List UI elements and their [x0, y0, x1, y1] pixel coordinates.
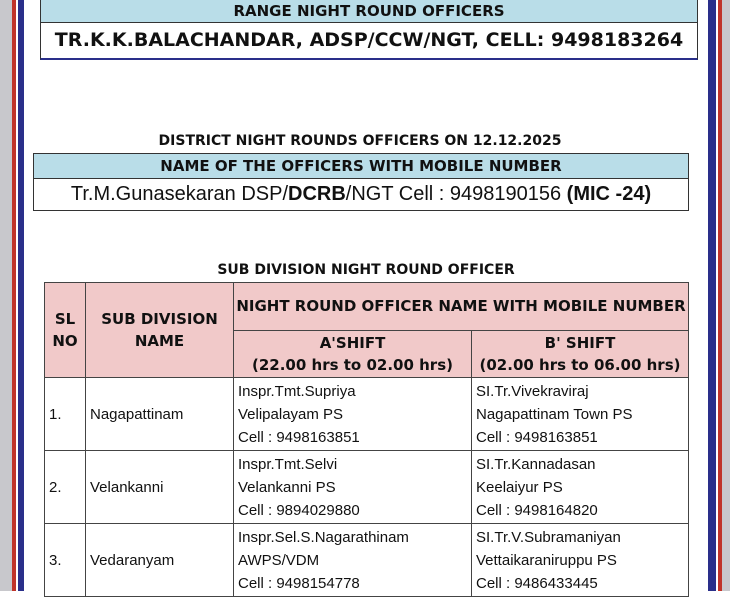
- district-title: DISTRICT NIGHT ROUNDS OFFICERS ON 12.12.2025: [158, 133, 562, 149]
- b-officer-cell: Cell : 9486433445: [476, 574, 598, 592]
- row-subdivision: Velankanni: [86, 451, 234, 524]
- row-subdivision: Nagapattinam: [86, 378, 234, 451]
- row-sl: 1.: [45, 378, 86, 451]
- a-officer-station: Velankanni PS: [238, 478, 336, 496]
- b-officer-name: SI.Tr.V.Subramaniyan: [476, 528, 621, 546]
- header-a-shift-time: (22.00 hrs to 02.00 hrs): [252, 355, 453, 374]
- row-sl: 3.: [45, 524, 86, 597]
- a-officer-cell: Cell : 9894029880: [238, 501, 360, 519]
- range-officer-box: [40, 0, 698, 60]
- a-officer-name: Inspr.Tmt.Supriya: [238, 382, 356, 400]
- district-officer-box: [33, 153, 689, 211]
- header-b-shift: [472, 330, 689, 378]
- row-a-shift-officer: [234, 378, 472, 451]
- district-officer-text: [34, 179, 688, 209]
- row-b-shift-officer: [472, 378, 689, 451]
- header-officer-group: NIGHT ROUND OFFICER NAME WITH MOBILE NUMBER: [234, 283, 689, 331]
- subdivision-table: [44, 282, 689, 597]
- a-officer-station: Velipalayam PS: [238, 405, 344, 423]
- table-row: [45, 378, 689, 451]
- district-officer-mic: (MIC -24): [566, 183, 652, 205]
- b-officer-name: SI.Tr.Kannadasan: [476, 455, 596, 473]
- row-a-shift-officer: [234, 524, 472, 597]
- row-subdivision: Vedaranyam: [86, 524, 234, 597]
- b-officer-station: Vettaikaraniruppu PS: [476, 551, 617, 569]
- row-a-shift-officer: [234, 451, 472, 524]
- a-officer-name: Inspr.Tmt.Selvi: [238, 455, 338, 473]
- district-heading: NAME OF THE OFFICERS WITH MOBILE NUMBER: [34, 154, 688, 179]
- a-officer-cell: Cell : 9498163851: [238, 428, 360, 446]
- b-officer-station: Keelaiyur PS: [476, 478, 563, 496]
- header-subdivision-name: SUB DIVISION NAME: [86, 283, 234, 378]
- table-row: [45, 524, 689, 597]
- header-a-shift-label: A'SHIFT: [319, 333, 386, 352]
- b-officer-cell: Cell : 9498164820: [476, 501, 598, 519]
- b-officer-name: SI.Tr.Vivekraviraj: [476, 382, 589, 400]
- district-officer-cell: /NGT Cell : 9498190156: [345, 183, 567, 205]
- header-b-shift-label: B' SHIFT: [544, 333, 616, 352]
- district-officer-name: Tr.M.Gunasekaran DSP/: [70, 183, 288, 205]
- subdivision-title: SUB DIVISION NIGHT ROUND OFFICER: [217, 262, 515, 278]
- district-officer-unit: DCRB: [288, 183, 346, 205]
- b-officer-station: Nagapattinam Town PS: [476, 405, 633, 423]
- b-officer-cell: Cell : 9498163851: [476, 428, 598, 446]
- page-border-left: [0, 0, 24, 591]
- table-row: [45, 451, 689, 524]
- range-officer-text: TR.K.K.BALACHANDAR, ADSP/CCW/NGT, CELL: 9498183264: [54, 29, 684, 51]
- a-officer-name: Inspr.Sel.S.Nagarathinam: [238, 528, 409, 546]
- row-b-shift-officer: [472, 524, 689, 597]
- header-sl-no: SL NO: [45, 283, 86, 378]
- page-border-right: [706, 0, 730, 591]
- range-heading: RANGE NIGHT ROUND OFFICERS: [41, 0, 697, 23]
- header-a-shift: [234, 330, 472, 378]
- header-b-shift-time: (02.00 hrs to 06.00 hrs): [479, 355, 681, 374]
- a-officer-cell: Cell : 9498154778: [238, 574, 360, 592]
- a-officer-station: AWPS/VDM: [238, 551, 320, 569]
- row-sl: 2.: [45, 451, 86, 524]
- row-b-shift-officer: [472, 451, 689, 524]
